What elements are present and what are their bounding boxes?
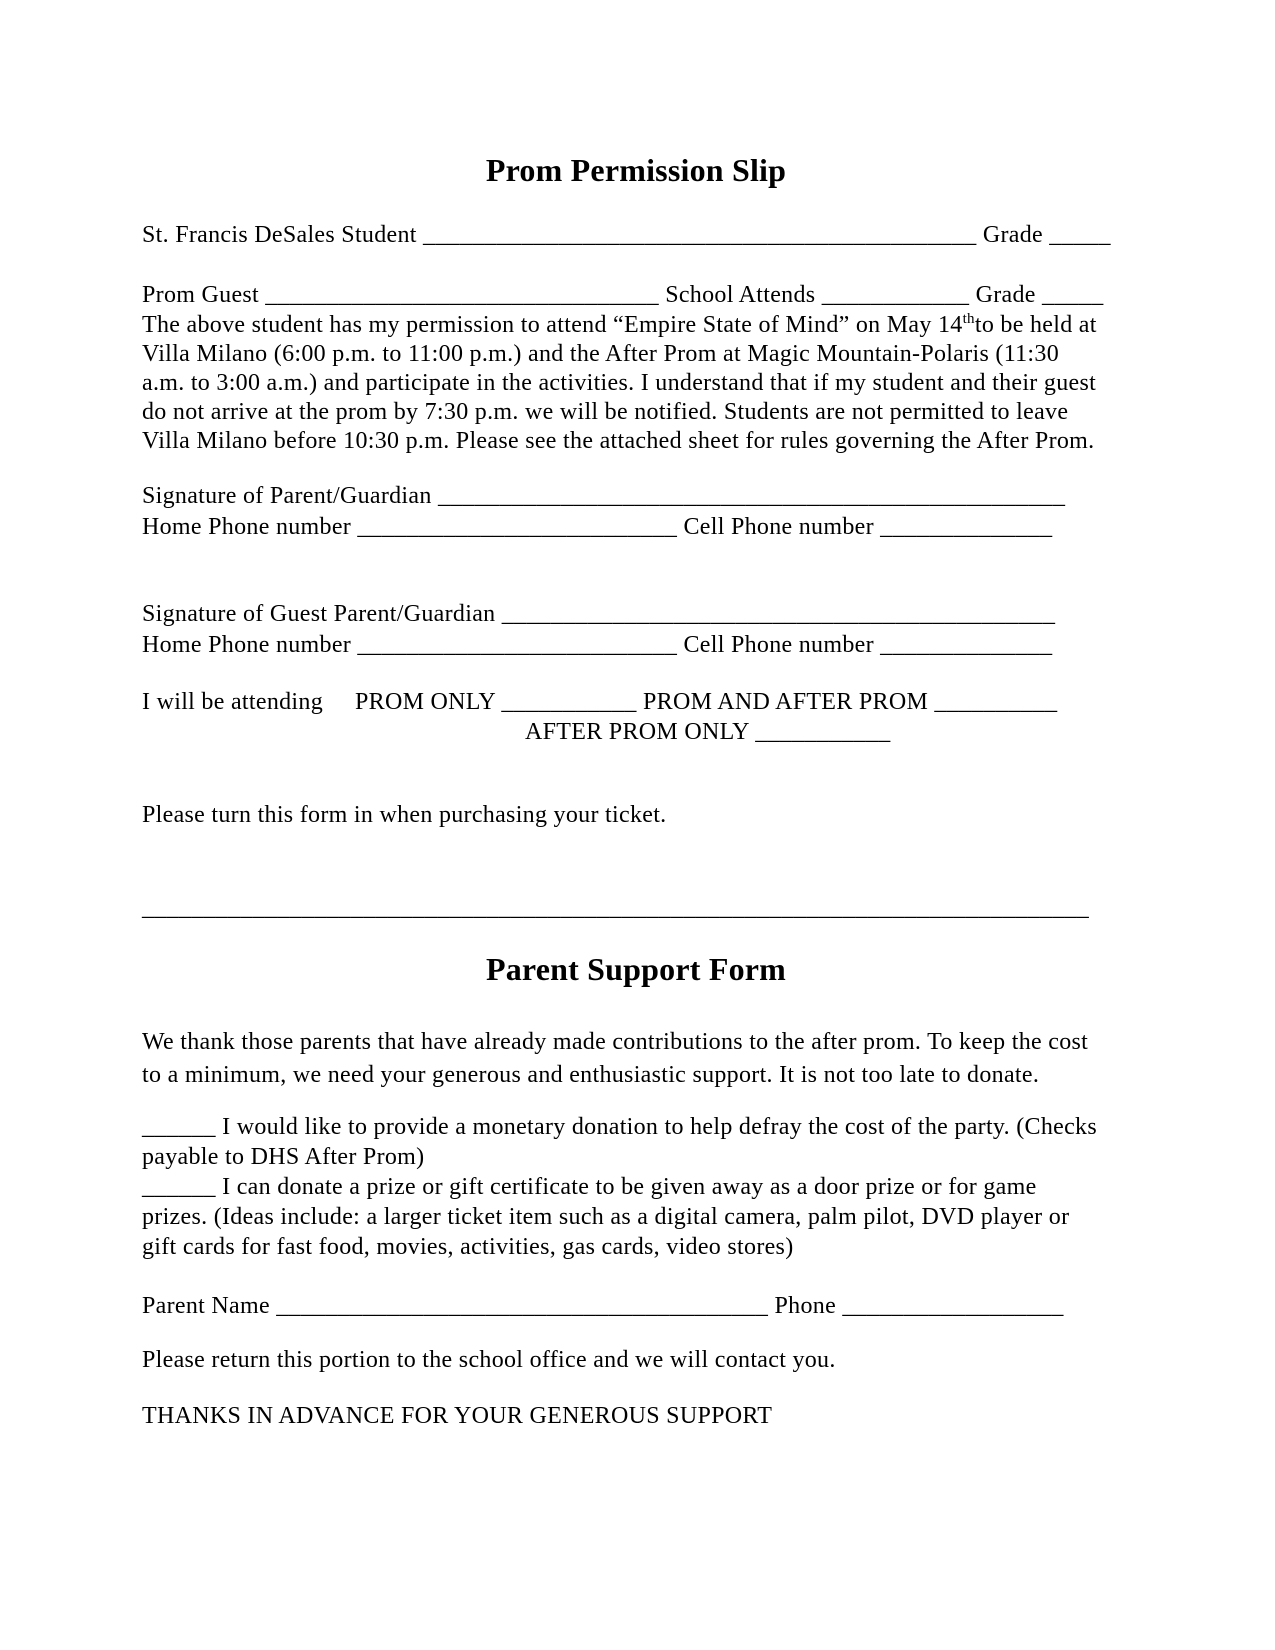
guest-phone-line: Home Phone number __________________________ Cell Phone number ______________ bbox=[142, 632, 1053, 658]
attending-label: I will be attending bbox=[142, 689, 323, 715]
student-name-line: St. Francis DeSales Student _____________________________________________ Grade _____ bbox=[142, 222, 1111, 248]
support-intro-paragraph bbox=[142, 1026, 1130, 1092]
prom-guest-line: Prom Guest ________________________________ School Attends ____________ Grade _____ bbox=[142, 282, 1104, 308]
thanks-note: THANKS IN ADVANCE FOR YOUR GENEROUS SUPPORT bbox=[142, 1403, 773, 1429]
permission-paragraph-line-3: a.m. to 3:00 a.m.) and participate in the activities. I understand that if my student and their guest bbox=[142, 370, 1097, 396]
donation-options bbox=[142, 1112, 1130, 1262]
attending-line bbox=[142, 687, 1130, 717]
return-note: Please return this portion to the school office and we will contact you. bbox=[142, 1347, 836, 1373]
turn-in-note: Please turn this form in when purchasing your ticket. bbox=[142, 802, 667, 828]
attending-section bbox=[142, 687, 1130, 747]
permission-paragraph-line-1: The above student has my permission to attend “Empire State of Mind” on May 14thto be held at bbox=[142, 311, 1097, 338]
parent-signature-line: Signature of Parent/Guardian ___________________________________________________ bbox=[142, 483, 1066, 509]
donation-monetary-line-2: payable to DHS After Prom) bbox=[142, 1144, 425, 1170]
after-prom-only-line: AFTER PROM ONLY ___________ bbox=[525, 719, 891, 745]
support-form-title: Parent Support Form bbox=[485, 951, 787, 987]
donation-monetary-line: ______ I would like to provide a monetary donation to help defray the cost of the party. (Checks bbox=[142, 1114, 1098, 1140]
permission-paragraph-line-5: Villa Milano before 10:30 p.m. Please see the attached sheet for rules governing the After Prom. bbox=[142, 428, 1095, 454]
attending-options: PROM ONLY ___________ PROM AND AFTER PROM __________ bbox=[355, 689, 1058, 715]
section-separator: _____________________________________________________________________________ bbox=[142, 895, 1090, 921]
permission-paragraph bbox=[142, 311, 1130, 456]
ordinal-superscript: th bbox=[962, 311, 975, 327]
support-intro-line-1: We thank those parents that have already made contributions to the after prom. To keep the cost bbox=[142, 1029, 1089, 1055]
permission-paragraph-line-4: do not arrive at the prom by 7:30 p.m. we will be notified. Students are not permitted to leave bbox=[142, 399, 1069, 425]
guest-signature-line: Signature of Guest Parent/Guardian _____________________________________________ bbox=[142, 601, 1056, 627]
parent-signature-block bbox=[142, 481, 1130, 543]
support-intro-line-2: to a minimum, we need your generous and enthusiastic support. It is not too late to donate. bbox=[142, 1062, 1040, 1088]
donation-prize-line: ______ I can donate a prize or gift certificate to be given away as a door prize or for game bbox=[142, 1174, 1037, 1200]
prom-slip-title: Prom Permission Slip bbox=[485, 152, 787, 188]
permission-paragraph-line-2: Villa Milano (6:00 p.m. to 11:00 p.m.) and the After Prom at Magic Mountain-Polaris (11:30 bbox=[142, 341, 1059, 367]
donation-prize-line-3: gift cards for fast food, movies, activities, gas cards, video stores) bbox=[142, 1234, 794, 1260]
guest-signature-block bbox=[142, 599, 1130, 661]
parent-name-line: Parent Name ________________________________________ Phone __________________ bbox=[142, 1293, 1064, 1319]
donation-prize-line-2: prizes. (Ideas include: a larger ticket item such as a digital camera, palm pilot, DVD player or bbox=[142, 1204, 1070, 1230]
parent-phone-line: Home Phone number __________________________ Cell Phone number ______________ bbox=[142, 514, 1053, 540]
